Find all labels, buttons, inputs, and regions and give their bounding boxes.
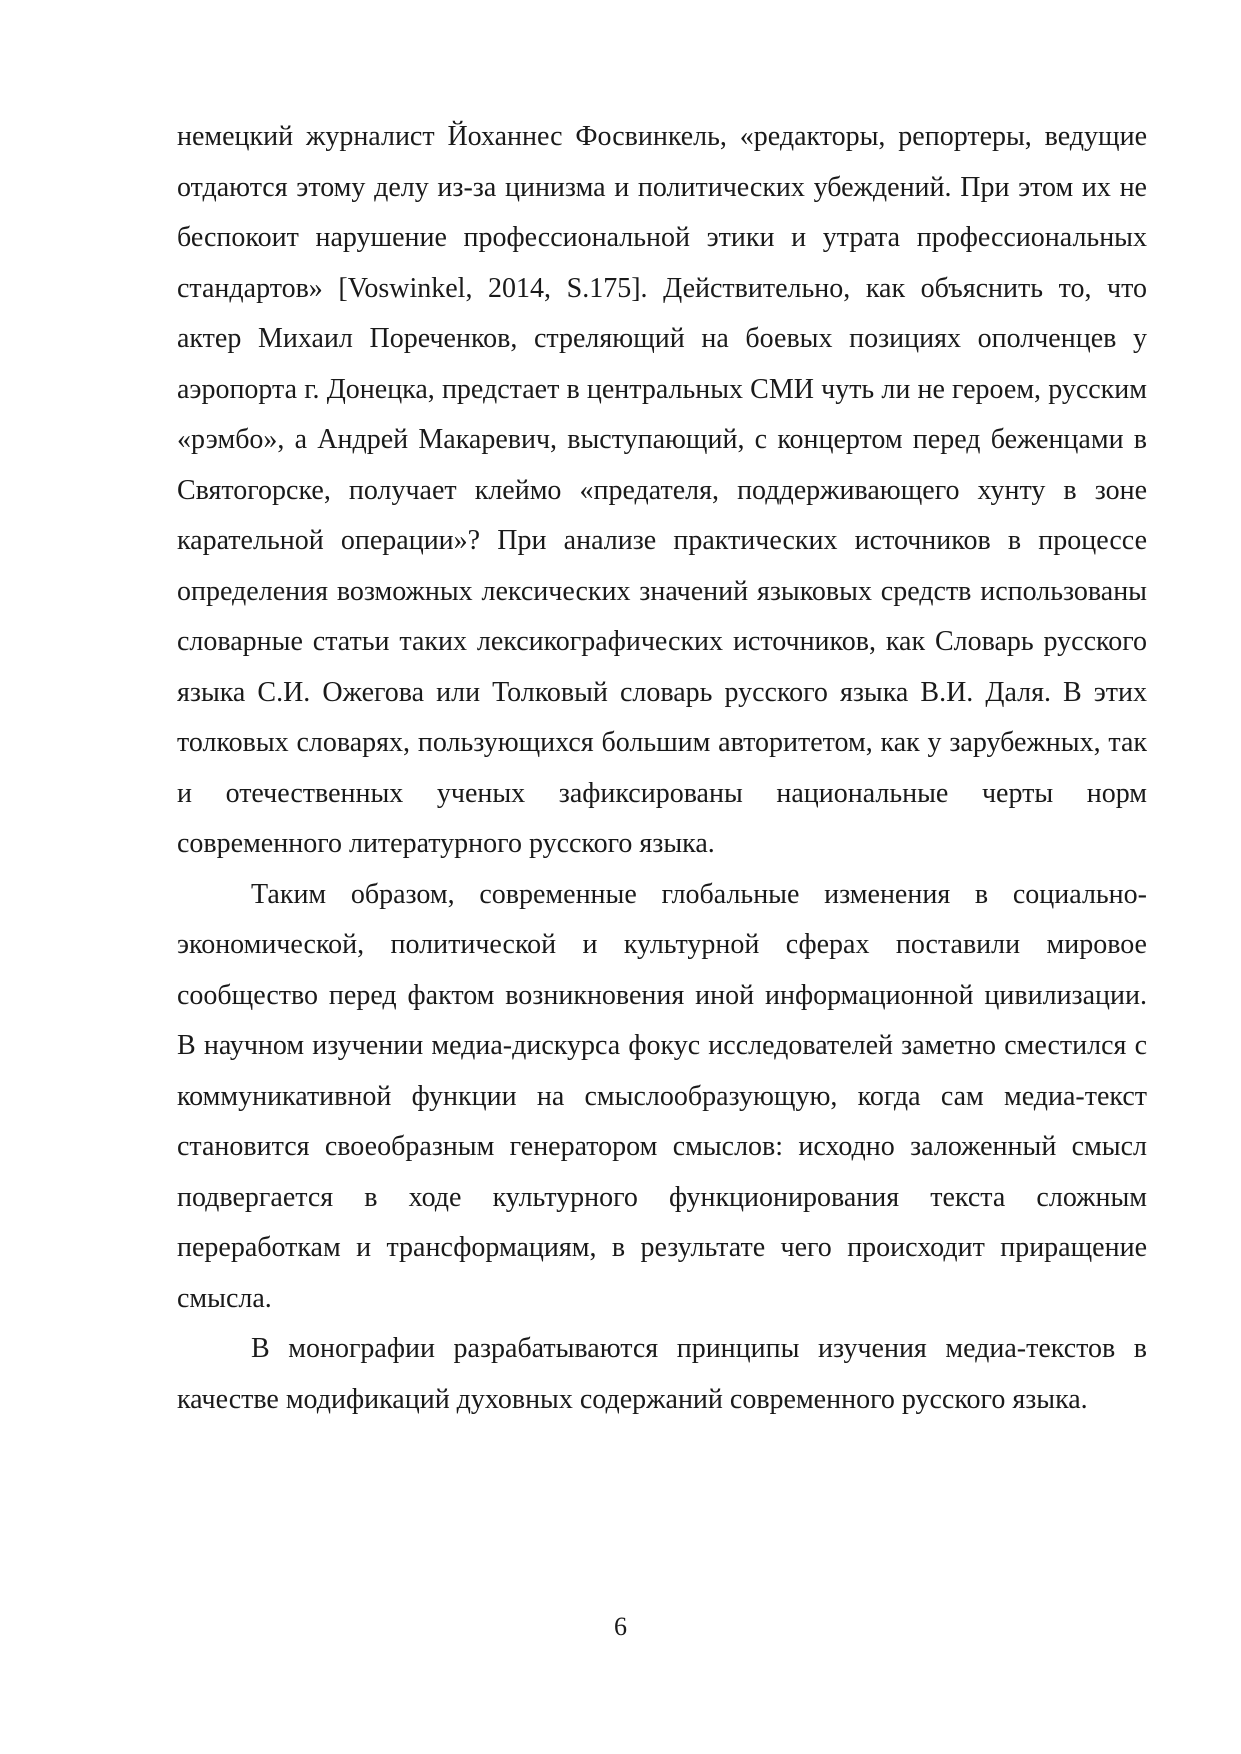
paragraph-conclusion: Таким образом, современные глобальные изменения в социально-экономической, политической и культурной сферах поставили мировое сообщество перед фактом возникновения иной информационной цивилизации. В научном изучении медиа-дискурса фокус исследователей заметно сместился с коммуникативной функции на смыслообразующую, когда сам медиа-текст становится своеобразным генератором смыслов: исходно заложенный смысл подвергается в ходе культурного функционирования текста сложным переработкам и трансформациям, в результате чего происходит приращение смысла. [177,878,1147,1314]
paragraph-monograph-summary: В монографии разрабатываются принципы изучения медиа-текстов в качестве модификаций духовных содержаний современного русского языка. [177,1333,1147,1415]
body-text [177,112,1147,1425]
page-number: 6 [614,1612,627,1641]
paragraph-continuation: немецкий журналист Йоханнес Фосвинкель, «редакторы, репортеры, ведущие отдаются этому делу из-за цинизма и политических убеждений. При этом их не беспокоит нарушение профессиональной этики и утрата профессиональных стандартов» [Voswinkel, 2014, S.175]. Действительно, как объяснить то, что актер Михаил Пореченков, стреляющий на боевых позициях ополченцев у аэропорта г. Донецка, предстает в центральных СМИ чуть ли не героем, русским «рэмбо», а Андрей Макаревич, выступающий, с концертом перед беженцами в Святогорске, получает клеймо «предателя, поддерживающего хунту в зоне карательной операции»? При анализе практических источников в процессе определения возможных лексических значений языковых средств использованы словарные статьи таких лексикографических источников, как Словарь русского языка С.И. Ожегова или Толковый словарь русского языка В.И. Даля. В этих толковых словарях, пользующихся большим авторитетом, как у зарубежных, так и отечественных ученых зафиксированы национальные черты норм современного литературного русского языка. [177,121,1147,859]
